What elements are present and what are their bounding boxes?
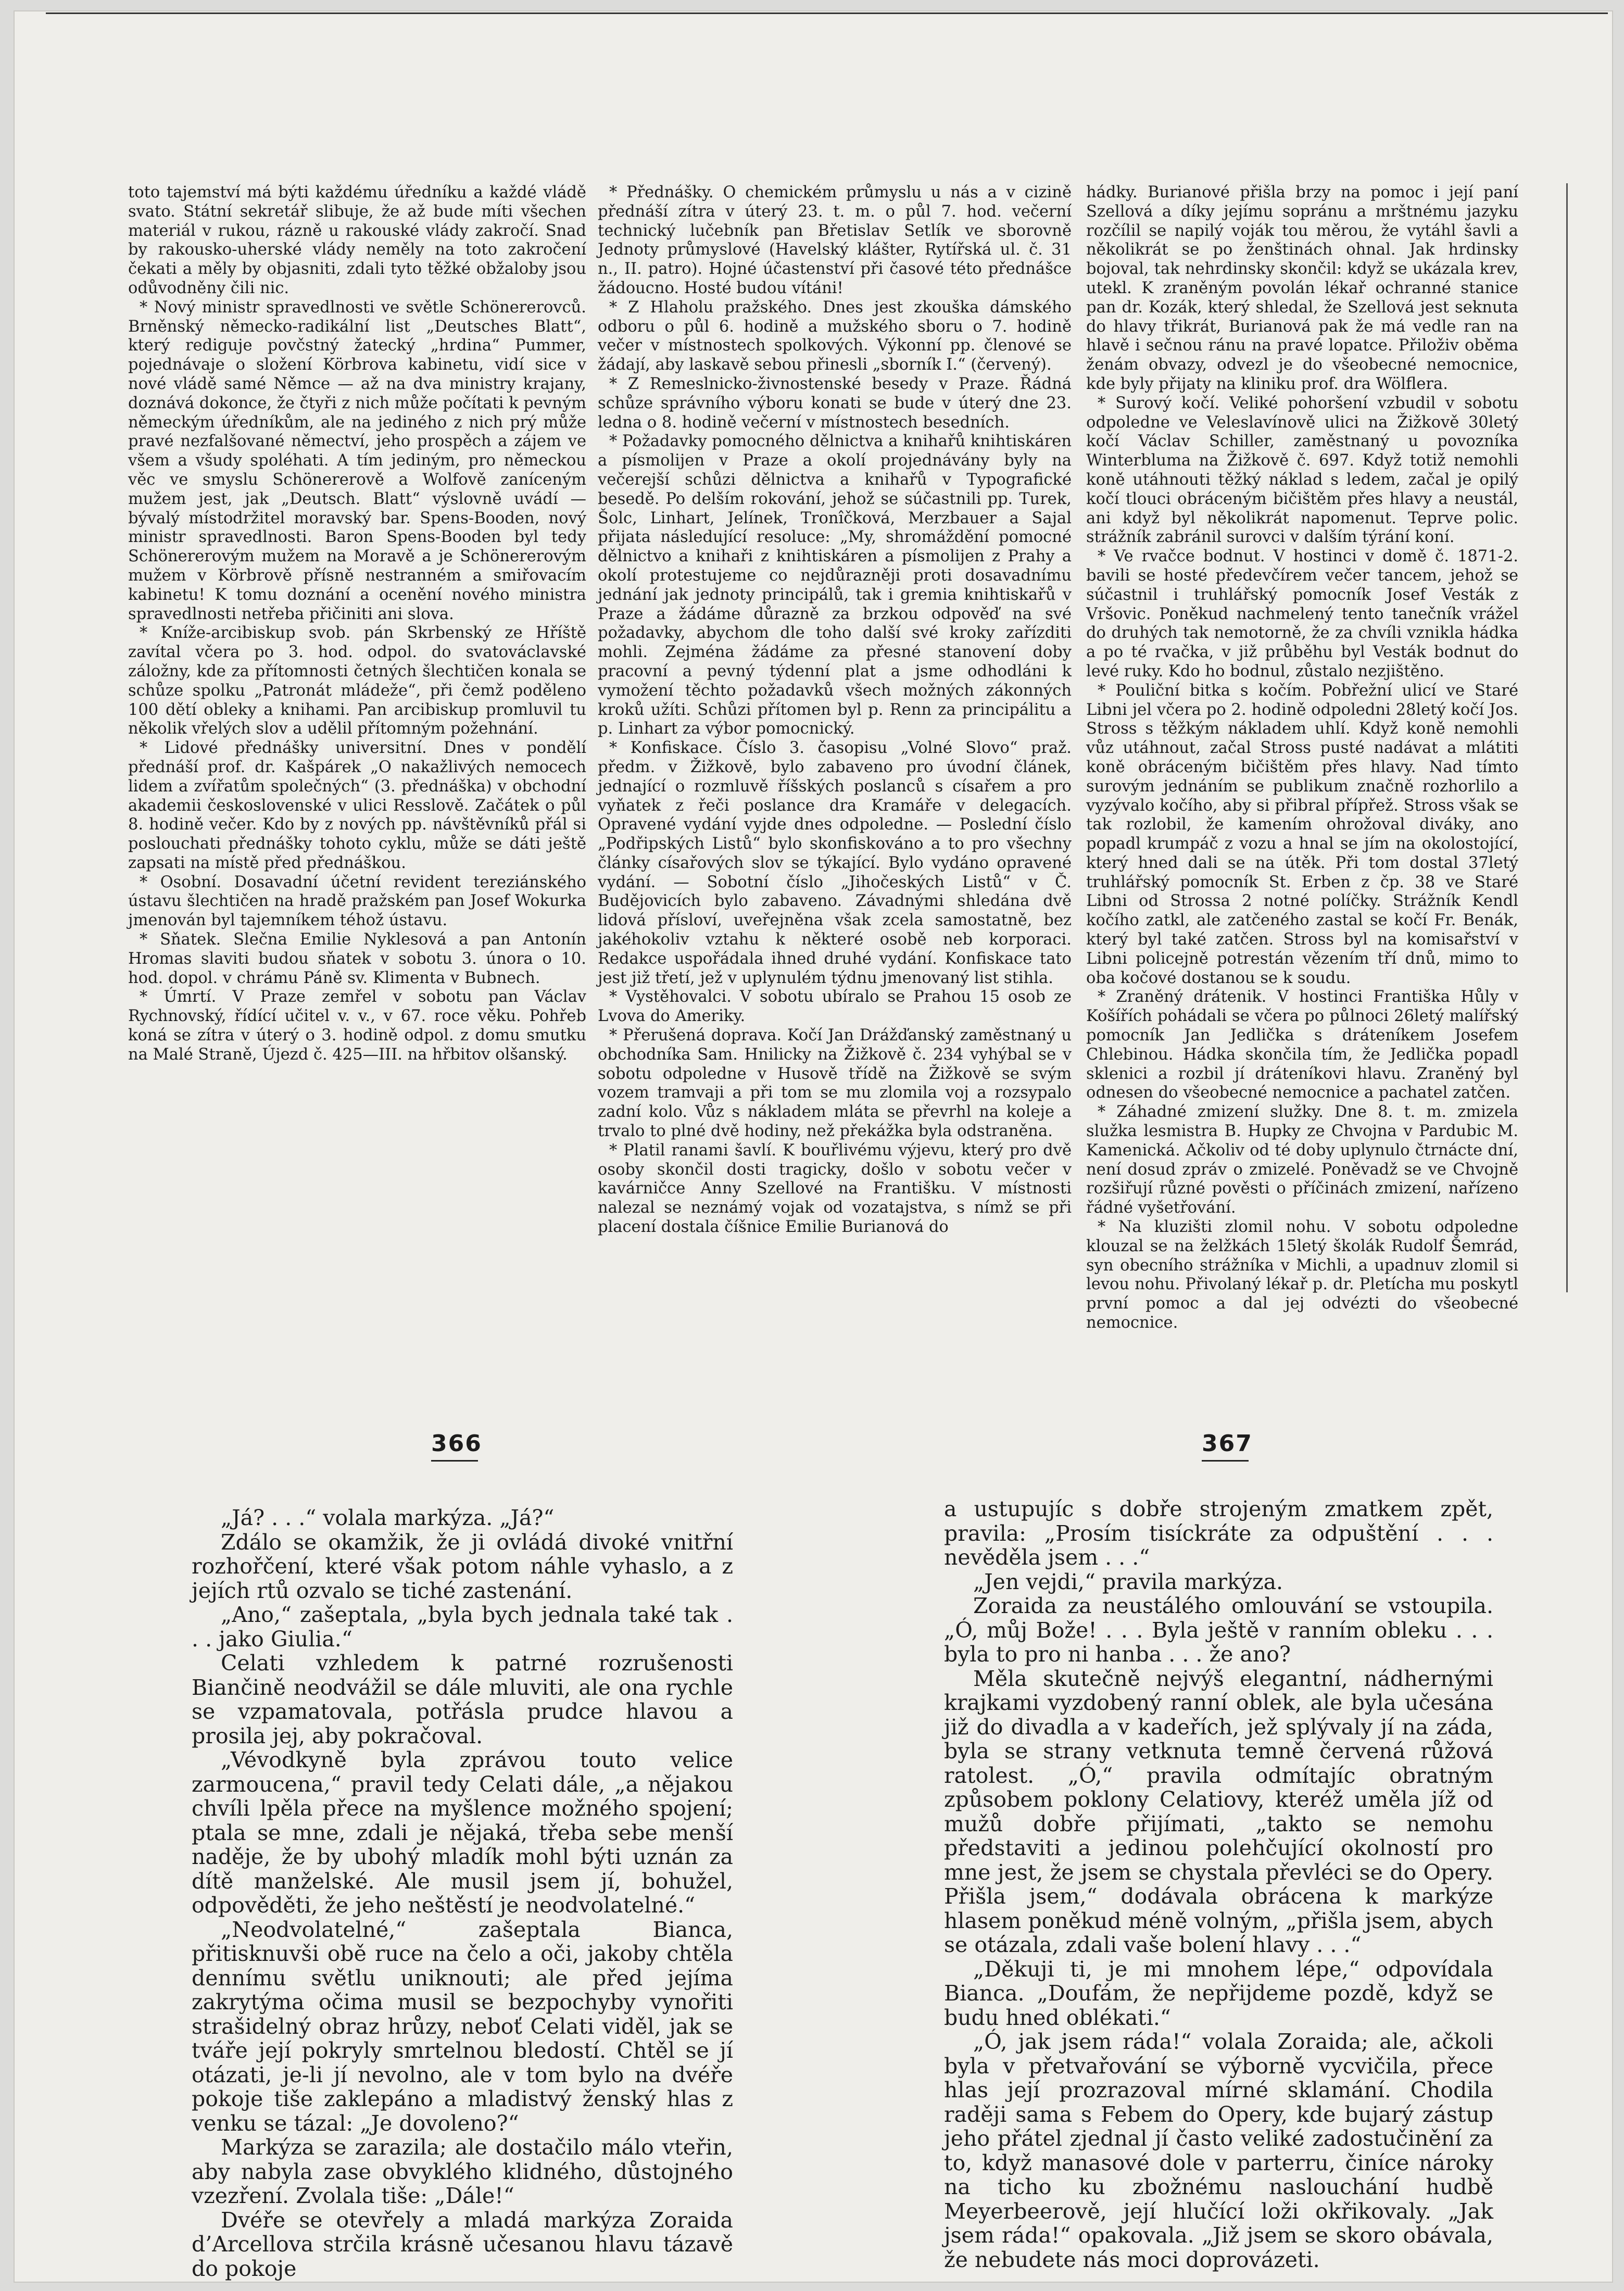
novel-paragraph: Markýza se zarazila; ale dostačilo málo vteřin, aby nabyla zase obvyklého klidného, důstojného vzezření. Zvolala tiše: „Dále!“ [192,2135,733,2208]
news-item: * Vystěhovalci. V sobotu ubíralo se Prahou 15 osob ze Lvova do Ameriky. [598,988,1072,1026]
news-paragraph: toto tajemství má býti každému úředníku a každé vládě svato. Státní sekretář slibuje, že až bude míti všechen materiál v rukou, rázně u rakouské vlády zakročí. Snad by rakousko-uherské vlády neměly na toto zakročení čekati a měly by objasniti, zdali tyto těžké obžaloby jsou odůvodněny čili nic. [128,183,586,297]
right-edge-rule [1566,183,1568,1292]
news-item: * Surový kočí. Veliké pohoršení vzbudil v sobotu odpoledne ve Veleslavínově ulici na Žižkově 30letý kočí Václav Schiller, zaměstnaný u povozníka Winterbluma na Žižkově č. 697. Když totiž nemohli koně utáhnouti těžký náklad s ledem, začal je opilý kočí tlouci obráceným bičištěm přes hlavy a neustál, ani když byl několikrát napomenut. Teprve polic. strážník zabránil surovci v dalším týrání koní. [1086,394,1518,547]
novel-paragraph: „Neodvolatelné,“ zašeptala Bianca, přitisknuvši obě ruce na čelo a oči, jakoby chtěla dennímu světlu uniknouti; ale před jejíma zakrytýma očima musil se bezpochyby vynořiti strašidelný obraz hrůzy, neboť Celati viděl, jak se tváře její pokryly smrtelnou bledostí. Chtěl se jí otázati, je-li jí nevolno, ale v tom bylo na dvéře pokoje tiše zaklepáno a mladistvý ženský hlas z venku se tázal: „Je dovoleno?“ [192,1917,733,2136]
novel-paragraph: „Jen vejdi,“ pravila markýza. [973,1569,1283,1594]
news-item: * Osobní. Dosavadní účetní revident tereziánského ústavu šlechtičen na hradě pražském pan Josef Wokurka jmenován byl tajemníkem téhož ústavu. [128,873,586,930]
novel-paragraph: Měla skutečně nejvýš elegantní, nádhernými krajkami vyzdobený ranní oblek, ale byla učesána již do divadla a v kadeřích, jež splývaly jí na záda, byla se strany vetknuta temně červená růžová ratolest. „Ó,“ pravila odmítajíc obratným způsobem poklony Celatiovy, kteréž uměla jíž od mužů dobře přijímati, „takto se nemohu představiti a jedinou polehčující okolností pro mne jest, že jsem se chystala převléci se do Opery. Přišla jsem,“ dodávala obrácena k markýze hlasem poněkud méně volným, „přišla jsem, abych se otázala, zdali vaše bolení hlavy . . .“ [944,1666,1493,1957]
page-number-right: 367 [1202,1430,1253,1457]
scanned-page [15,11,1612,2282]
news-item: * Ve rvačce bodnut. V hostinci v domě č. 1871-2. bavili se hosté předevčírem večer tancem, jehož se súčastnil i truhlářský pomocník Josef Vesták z Vršovic. Poněkud nachmelený tento tanečník vrážel do druhých tak nemotorně, že za chvíli vznikla hádka a po té rvačka, v již průběhu byl Vesták bodnut do levé ruky. Kdo ho bodnul, zůstalo nezjištěno. [1086,547,1518,681]
page-number-left: 366 [431,1430,482,1457]
top-border-rule [46,12,1608,14]
news-item: * Platil ranami šavlí. K bouřlivému výjevu, který pro dvě osoby skončil dosti tragicky, došlo v sobotu večer v kavárničce Anny Szellové na Františku. V místnosti nalezal se neznámý vojak od vozatajstva, s nímž se při placení dostala číšnice Emilie Burianová do [598,1141,1072,1237]
news-item: * Úmrtí. V Praze zemřel v sobotu pan Václav Rychnovský, řídící učitel v. v., v 67. roce věku. Pohřeb koná se zítra v úterý o 3. hodině odpol. z domu smutku na Malé Straně, Újezd č. 425—III. na hřbitov olšanský. [128,988,586,1064]
novel-paragraph: Zdálo se okamžik, že ji ovládá divoké vnitřní rozhořčení, které však potom náhle vyhaslo, a z jejích rtů ozvalo se tiché zastenání. [192,1529,733,1603]
novel-paragraph: Dvéře se otevřely a mladá markýza Zoraida d’Arcellova strčila krásně učesanou hlavu tázavě do pokoje [192,2207,733,2281]
novel-paragraph: „Ano,“ zašeptala, „byla bych jednala také tak . . . jako Giulia.“ [192,1602,733,1652]
novel-paragraph: „Vévodkyně byla zprávou touto velice zarmoucena,“ pravil tedy Celati dále, „a nějakou chvíli lpěla přece na myšlence možného spojení; ptala se mne, zdali je nějaká, třeba sebe menší naděje, že by ubohý mladík mohl býti uznán za dítě manželské. Ale musil jsem jí, bohužel, odpověděti, že jeho neštěstí je neodvolatelné.“ [192,1747,733,1918]
novel-paragraph: a ustupujíc s dobře strojeným zmatkem zpět, pravila: „Prosím tisíckráte za odpuštění . . . nevěděla jsem . . .“ [944,1496,1493,1570]
novel-paragraph: „Děkuji ti, je mi mnohem lépe,“ odpovídala Bianca. „Doufám, že nepřijdeme pozdě, když se budu hned oblékati.“ [944,1956,1493,2030]
news-item: * Lidové přednášky universitní. Dnes v pondělí přednáší prof. dr. Kašpárek „O nakažlivých nemocech lidem a zvířatům společných“ (3. přednáška) v obchodní akademii československé v ulici Resslově. Začátek o půl 8. hodině večer. Kdo by z nových pp. návštěvníků přál si poslouchati přednášky tohoto cyklu, může se dáti ještě zapsati na místě před přednáškou. [128,739,586,872]
novel-column-right [944,1496,1493,2272]
news-item: * Přerušená doprava. Kočí Jan Drážďanský zaměstnaný u obchodníka Sam. Hnilicky na Žižkově č. 234 vyhýbal se v sobotu odpoledne v Husově třídě na Žižkově se svým vozem tramvaji a při tom se mu zlomila voj a rozsypalo zadní kolo. Vůz s nákladem mláta se převrhl na koleje a trvalo to plné dvě hodiny, než překážka byla odstraněna. [598,1026,1072,1141]
news-paragraph: hádky. Burianové přišla brzy na pomoc i její paní Szellová a díky jejímu sopránu a mrštnému jazyku rozčílil se napilý voják tou měrou, že vytáhl šavli a několikrát se po ženštinách ohnal. Jak hrdinsky bojoval, tak nehrdinsky skončil: když se ukázala krev, utekl. K zraněným povolán lékař ochranné stanice pan dr. Kozák, který shledal, že Szellová jest seknuta do hlavy třikrát, Burianová pak že má vedle ran na hlavě i sečnou ránu na pravé lopatce. Přiloživ oběma ženám obvazy, odvezl je do všeobecné nemocnice, kde byly přijaty na kliniku prof. dra Wölflera. [1086,183,1518,393]
news-column-right [1086,183,1518,1332]
news-item: * Přednášky. O chemickém průmyslu u nás a v cizině přednáší zítra v úterý 23. t. m. o půl 7. hod. večerní technický lučebník pan Břetislav Setlík ve sborovně Jednoty průmyslové (Havelský klášter, Rytířská ul. č. 31 n., II. patro). Hojné účastenství při časové této přednášce žádoucno. Hosté budou vítáni! [598,183,1072,297]
news-item: * Zraněný drátenik. V hostinci Františka Hůly v Košířích pohádali se včera po půlnoci 26letý malířský pomocník Jan Jedlička s dráteníkem Josefem Chlebinou. Hádka skončila tím, že Jedlička popadl sklenici a rozbil jí dráteníkovi hlavu. Zraněný byl odnesen do všeobecné nemocnice a pachatel zatčen. [1086,988,1518,1102]
novel-paragraph: „Já? . . .“ volala markýza. „Já?“ [221,1505,555,1530]
page-number-underline [1202,1460,1249,1462]
novel-paragraph: Celati vzhledem k patrné rozrušenosti Biančině neodvážil se dále mluviti, ale ona rychle se vzpamatovala, potřásla prudce hlavou a prosila jej, aby pokračoval. [192,1651,733,1748]
news-item: * Z Hlaholu pražského. Dnes jest zkouška dámského odboru o půl 6. hodině a mužského sboru o 7. hodině večer v místnostech spolkových. Výkonní pp. členové se žádají, aby laskavě sebou přinesli „sborník I.“ (červený). [598,298,1072,374]
news-item: * Záhadné zmizení služky. Dne 8. t. m. zmizela služka lesmistra B. Hupky ze Chvojna v Pardubic M. Kamenická. Ačkoliv od té doby uplynulo čtrnácte dní, není dosud zpráv o zmizelé. Poněvadž se ve Chvojně rozšiřují různé pověsti o příčinách zmizení, nařízeno řádné vyšetřování. [1086,1103,1518,1217]
novel-paragraph: Zoraida za neustálého omlouvání se vstoupila. „Ó, můj Bože! . . . Byla ještě v ranním obleku . . . byla to pro ni hanba . . . že ano? [944,1593,1493,1667]
news-item: * Kníže-arcibiskup svob. pán Skrbenský ze Hříště zavítal včera po 3. hod. odpol. do svatováclavské záložny, kde za přítomnosti četných šlechtičen konala se schůze spolku „Patronát mládeže“, při čemž poděleno 100 dětí obleky a knihami. Pan arcibiskup promluvil tu několik vřelých slov a udělil přítomným požehnání. [128,624,586,738]
news-item: * Pouliční bitka s kočím. Pobřežní ulicí ve Staré Libni jel včera po 2. hodině odpoledni 28letý kočí Jos. Stross s těžkým nákladem uhlí. Když koně nemohli vůz utáhnout, začal Stross pusté nadávat a mlátiti koně obráceným bičištěm přes hlavy. Nad tímto surovým jednáním se publikum značně rozhorlilo a vyzývalo kočího, aby si přibral přípřež. Stross však se tak rozlobil, že kamením ohrožoval diváky, ano popadl krumpáč z vozu a hnal se jím na okolostojící, který hned dali se na útěk. Při tom dostal 37letý truhlářský pomocník St. Erben z čp. 38 ve Staré Libni od Strossa 2 notné políčky. Strážník Kendl kočího zatkl, ale zatčeného zastal se kočí Fr. Benák, který byl také zatčen. Stross byl na komisařství v Libni policejně potrestán vězením tří dnů, mimo to oba kočové dostanou se k soudu. [1086,681,1518,987]
page-number-underline [431,1460,478,1462]
news-column-middle [598,183,1072,1292]
news-item: * Konfiskace. Číslo 3. časopisu „Volné Slovo“ praž. předm. v Žižkově, bylo zabaveno pro úvodní článek, jednající o rozmluvě říšských poslanců s císařem a pro vyňatek z řeči poslance dra Kramáře v delegacích. Opravené vydání vyjde dnes odpoledne. — Poslední číslo „Podřipských Listů“ bylo skonfiskováno a to pro všechny články císařových slov se týkající. Bylo vydáno opravené vydání. — Sobotní číslo „Jihočeských Listů“ v Č. Budějovicích bylo zabaveno. Závadnými shledána dvě lidová přísloví, uveřejněna však zcela samostatně, bez jakéhokoliv vztahu k některé osobě neb korporaci. Redakce uspořádala ihned druhé vydání. Konfiskace tato jest již třetí, jež v uplynulém týdnu jmenovaný list stihla. [598,739,1072,987]
news-item: * Z Remeslnicko-živnostenské besedy v Praze. Řádná schůze správního výboru konati se bude v úterý dne 23. ledna o 8. hodině večerní v místnostech besedních. [598,374,1072,432]
news-item: * Na kluzišti zlomil nohu. V sobotu odpoledne klouzal se na želžkách 15letý školák Rudolf Šemrád, syn obecního strážníka v Michli, a upadnuv zlomil si levou nohu. Přivolaný lékař p. dr. Pletícha mu poskytl první pomoc a dal jej odvézti do všeobecné nemocnice. [1086,1218,1518,1332]
novel-column-left [192,1505,733,2281]
news-column-left [128,183,586,1292]
news-item: * Požadavky pomocného dělnictva a knihařů knihtiskáren a písmolijen v Praze a okolí projednávány byly na večerejší schůzi dělnictva a knihařů v Typografické besedě. Po delším rokování, jehož se súčastnili pp. Turek, Šolc, Linhart, Jelínek, Tronîčková, Merzbauer a Sajal přijata následující resoluce: „My, shromáždění pomocné dělnictvo a knihaři z knihtiskáren a písmolijen z Prahy a okolí protestujeme co nejdůrazněji proti dosavadnímu jednání jak jednoty principálů, tak i gremia knihtiskařů v Praze a žádáme důrazně za brzkou odpověď na své požadavky, abychom dle toho další své kroky zařízditi mohli. Zejména žádáme za přesné stanovení doby pracovní a pevný týdenní plat a jsme odhodláni k vymožení těchto požadavků všech možných zákonných kroků užíti. Schůzi přítomen byl p. Renn za principálitu a p. Linhart za výbor pomocnický. [598,432,1072,738]
news-item: * Nový ministr spravedlnosti ve světle Schönererovců. Brněnský německo-radikální list „Deutsches Blatt“, který rediguje povčstný žatecký „hrdina“ Pummer, pojednávaje o složení Körbrova kabinetu, vidí sice v nové vládě samé Němce — až na dva ministry krajany, doznává dokonce, že čtyři z nich může počítati k pevným německým úředníkům, ale na jediného z nich prý může pravé nezfalšované němectví, jeho prospěch a zájem ve všem a všudy spoléhati. A tím jediným, pro německou věc ve smyslu Schönererově a Wolfově zaníceným mužem jest, jak „Deutsch. Blatt“ výslovně uvádí — bývalý místodržitel moravský bar. Spens-Booden, nový ministr spravedlnosti. Baron Spens-Booden byl tedy Schönererovým mužem na Moravě a je Schönererovým mužem v Körbrově přísně nestranném a smiřovacím kabinetu! K tomu doznání a ocenění nového ministra spravedlnosti netřeba přičiniti ani slova. [128,298,586,623]
novel-paragraph: „Ó, jak jsem ráda!“ volala Zoraida; ale, ačkoli byla v přetvařování se výborně vycvičila, přece hlas její prozrazoval mírné sklamání. Chodila raději sama s Febem do Opery, kde bujarý zástup jeho přátel zjednal jí často veliké zadostučinění za to, když manasové dole v parterru, činíce nároky na ticho ku zbožnému naslouchání hudbě Meyerbeerově, její hlučící loži okřikovaly. „Jak jsem ráda!“ opakovala. „Již jsem se skoro obávala, že nebudete nás moci doprovázeti. [944,2029,1493,2272]
news-item: * Sňatek. Slečna Emilie Nyklesová a pan Antonín Hromas slaviti budou sňatek v sobotu 3. února o 10. hod. dopol. v chrámu Páně sv. Klimenta v Bubnech. [128,930,586,987]
